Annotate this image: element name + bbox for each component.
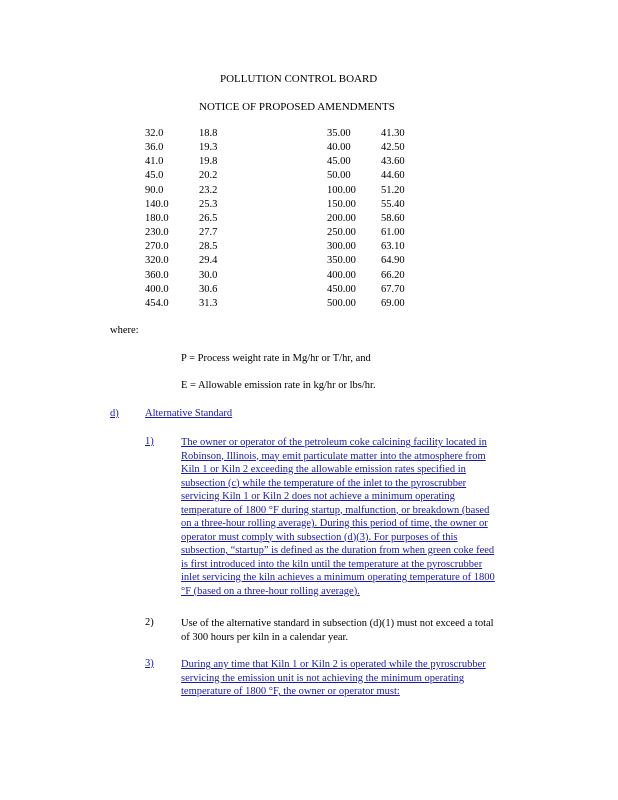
table-cell-process-weight-mg: 90.0 <box>145 184 164 196</box>
table-cell-process-weight-t: 500.00 <box>327 297 356 309</box>
table-cell-emission-rate-kg: 28.5 <box>199 241 218 253</box>
table-cell-process-weight-t: 250.00 <box>327 227 356 239</box>
table-cell-emission-rate-lbs: 63.10 <box>381 241 405 253</box>
table-cell-process-weight-mg: 45.0 <box>145 170 164 182</box>
definition-e: E = Allowable emission rate in kg/hr or lbs/hr. <box>181 380 376 391</box>
table-cell-process-weight-t: 100.00 <box>327 184 356 196</box>
table-cell-emission-rate-kg: 27.7 <box>199 227 218 239</box>
item-2-paragraph <box>181 617 542 644</box>
table-cell-process-weight-mg: 454.0 <box>145 297 169 309</box>
table-cell-emission-rate-kg: 20.2 <box>199 170 218 182</box>
item-1-line: subsection (c) while the temperature of the inlet to the pyroscrubber <box>181 477 467 489</box>
item-2-line: of 300 hours per kiln in a calendar year. <box>181 631 349 643</box>
table-cell-process-weight-t: 450.00 <box>327 283 356 295</box>
table-cell-emission-rate-kg: 30.0 <box>199 269 218 281</box>
table-cell-emission-rate-kg: 18.8 <box>199 128 218 139</box>
item-1-line: Robinson, Illinois, may emit particulate matter into the atmosphere from <box>181 450 486 462</box>
table-cell-emission-rate-lbs: 55.40 <box>381 198 405 210</box>
item-3-line: During any time that Kiln 1 or Kiln 2 is operated while the pyroscrubber <box>181 659 486 670</box>
item-1-line: subsection, “startup” is defined as the duration from when green coke feed <box>181 545 495 556</box>
table-cell-process-weight-t: 150.00 <box>327 198 356 210</box>
item-1-line: is first introduced into the kiln until the temperature at the pyroscrubber <box>181 558 483 570</box>
table-cell-process-weight-t: 35.00 <box>327 128 351 139</box>
item-3-line: servicing the emission unit is not achieving the minimum operating <box>181 672 465 684</box>
table-cell-emission-rate-lbs: 42.50 <box>381 142 405 154</box>
where-label: where: <box>110 325 139 336</box>
document-subtitle: NOTICE OF PROPOSED AMENDMENTS <box>199 101 395 113</box>
table-cell-emission-rate-lbs: 69.00 <box>381 297 405 309</box>
item-1-line: °F (based on a three-hour rolling average). <box>181 585 360 597</box>
item-1-line: The owner or operator of the petroleum coke calcining facility located in <box>181 437 487 448</box>
item-1-line: servicing Kiln 1 or Kiln 2 does not achieve a minimum operating <box>181 491 455 502</box>
table-cell-emission-rate-kg: 29.4 <box>199 255 218 267</box>
table-cell-process-weight-mg: 140.0 <box>145 198 169 210</box>
table-cell-emission-rate-lbs: 43.60 <box>381 156 405 168</box>
table-cell-process-weight-mg: 360.0 <box>145 269 169 281</box>
item-1-paragraph <box>181 436 542 598</box>
section-d-title: Alternative Standard <box>145 408 233 419</box>
table-cell-process-weight-mg: 32.0 <box>145 128 164 139</box>
table-cell-process-weight-t: 200.00 <box>327 212 356 224</box>
table-cell-emission-rate-kg: 25.3 <box>199 198 218 210</box>
item-3-number: 3) <box>145 658 154 669</box>
table-cell-process-weight-mg: 320.0 <box>145 255 169 267</box>
table-cell-emission-rate-lbs: 64.90 <box>381 255 405 267</box>
table-cell-process-weight-t: 45.00 <box>327 156 351 168</box>
document-title: POLLUTION CONTROL BOARD <box>220 73 378 85</box>
table-cell-process-weight-mg: 36.0 <box>145 142 164 154</box>
item-1-line: temperature of 1800 °F during startup, malfunction, or breakdown (based <box>181 504 490 516</box>
table-cell-process-weight-t: 350.00 <box>327 255 356 267</box>
table-cell-process-weight-mg: 41.0 <box>145 156 164 168</box>
table-cell-emission-rate-lbs: 67.70 <box>381 283 405 295</box>
item-2-number: 2) <box>145 617 154 628</box>
table-cell-emission-rate-lbs: 61.00 <box>381 227 405 239</box>
table-cell-emission-rate-lbs: 41.30 <box>381 128 405 139</box>
item-1-line: Kiln 1 or Kiln 2 exceeding the allowable emission rates specified in <box>181 464 466 475</box>
table-cell-emission-rate-kg: 19.8 <box>199 156 218 168</box>
item-1-line: on a three-hour rolling average). During this period of time, the owner or <box>181 518 488 529</box>
table-cell-process-weight-t: 50.00 <box>327 170 351 182</box>
table-cell-process-weight-t: 400.00 <box>327 269 356 281</box>
section-d-label: d) <box>110 408 119 419</box>
table-cell-emission-rate-kg: 31.3 <box>199 297 218 309</box>
table-cell-process-weight-mg: 230.0 <box>145 227 169 239</box>
table-cell-emission-rate-lbs: 66.20 <box>381 269 405 281</box>
definition-p: P = Process weight rate in Mg/hr or T/hr, and <box>181 353 371 364</box>
item-1-line: operator must comply with subsection (d)(3). For purposes of this <box>181 531 458 543</box>
table-cell-process-weight-mg: 180.0 <box>145 212 169 224</box>
table-cell-process-weight-mg: 400.0 <box>145 283 169 295</box>
table-cell-emission-rate-lbs: 58.60 <box>381 212 405 224</box>
item-3-paragraph <box>181 658 542 699</box>
table-cell-emission-rate-lbs: 51.20 <box>381 184 405 196</box>
table-cell-process-weight-t: 40.00 <box>327 142 351 154</box>
item-2-line: Use of the alternative standard in subsection (d)(1) must not exceed a total <box>181 618 494 629</box>
table-cell-emission-rate-lbs: 44.60 <box>381 170 405 182</box>
table-cell-emission-rate-kg: 30.6 <box>199 283 218 295</box>
table-cell-process-weight-t: 300.00 <box>327 241 356 253</box>
item-3-line: temperature of 1800 °F, the owner or operator must: <box>181 686 400 697</box>
item-1-line: inlet servicing the kiln achieves a minimum operating temperature of 1800 <box>181 572 495 583</box>
table-cell-emission-rate-kg: 26.5 <box>199 212 218 224</box>
table-cell-emission-rate-kg: 23.2 <box>199 184 218 196</box>
table-cell-process-weight-mg: 270.0 <box>145 241 169 253</box>
table-cell-emission-rate-kg: 19.3 <box>199 142 218 154</box>
item-1-number: 1) <box>145 436 154 447</box>
